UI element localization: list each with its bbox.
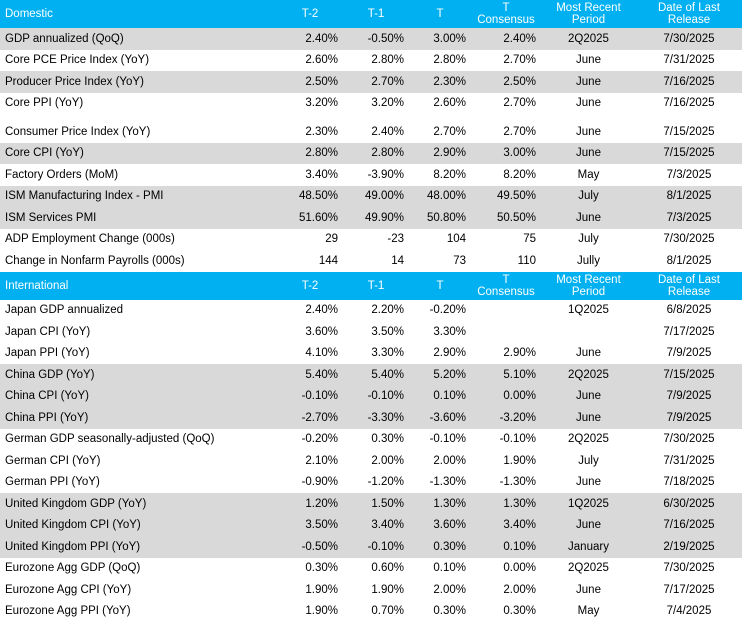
value-consensus: 0.00%: [471, 558, 541, 580]
indicator-label: Eurozone Agg CPI (YoY): [0, 579, 277, 601]
date-of-last-release: 7/15/2025: [636, 143, 742, 165]
value-consensus: 50.50%: [471, 207, 541, 229]
spacer-row: [0, 114, 742, 121]
table-row: [0, 601, 742, 622]
value-t: 2.30%: [409, 71, 471, 93]
value-t2: 2.50%: [277, 71, 343, 93]
value-consensus: 8.20%: [471, 164, 541, 186]
date-of-last-release: 7/9/2025: [636, 343, 742, 365]
value-t1: 2.80%: [343, 50, 409, 72]
value-consensus: 3.00%: [471, 143, 541, 165]
table-row: [0, 493, 742, 515]
table-row: [0, 93, 742, 115]
most-recent-period: 2Q2025: [541, 28, 636, 50]
value-t: 2.80%: [409, 50, 471, 72]
value-consensus: 2.00%: [471, 579, 541, 601]
table-row: [0, 164, 742, 186]
value-t1: -0.10%: [343, 386, 409, 408]
value-t2: -0.50%: [277, 536, 343, 558]
column-header-date-of-last-release-line: Date of Last: [641, 274, 737, 286]
value-t1: -1.20%: [343, 472, 409, 494]
indicator-label: Japan PPI (YoY): [0, 343, 277, 365]
table-row: [0, 472, 742, 494]
value-t: 73: [409, 250, 471, 272]
value-t2: 3.50%: [277, 515, 343, 537]
column-header-consensus-line: Consensus: [476, 286, 536, 298]
value-t: 3.00%: [409, 28, 471, 50]
value-t2: 2.80%: [277, 143, 343, 165]
value-t: 0.10%: [409, 386, 471, 408]
column-header-most-recent-period-line: Most Recent: [546, 274, 631, 286]
value-t1: 2.20%: [343, 300, 409, 322]
most-recent-period: June: [541, 386, 636, 408]
value-consensus: 0.10%: [471, 536, 541, 558]
indicator-label: Japan CPI (YoY): [0, 321, 277, 343]
indicator-label: United Kingdom CPI (YoY): [0, 515, 277, 537]
most-recent-period: July: [541, 186, 636, 208]
most-recent-period: July: [541, 450, 636, 472]
column-header-t2: T-2: [277, 0, 343, 28]
table-row: [0, 71, 742, 93]
value-consensus: -3.20%: [471, 407, 541, 429]
date-of-last-release: 7/31/2025: [636, 50, 742, 72]
value-t: 50.80%: [409, 207, 471, 229]
table-row: [0, 143, 742, 165]
value-t1: 1.50%: [343, 493, 409, 515]
indicator-label: ISM Services PMI: [0, 207, 277, 229]
column-header-most-recent-period-line: Most Recent: [546, 2, 631, 14]
value-t: -0.20%: [409, 300, 471, 322]
value-t: 104: [409, 229, 471, 251]
value-t2: 0.30%: [277, 558, 343, 580]
table-row: [0, 121, 742, 143]
value-t1: 2.00%: [343, 450, 409, 472]
value-t: 0.10%: [409, 558, 471, 580]
most-recent-period: June: [541, 407, 636, 429]
column-header-consensus: [471, 0, 541, 28]
most-recent-period: June: [541, 343, 636, 365]
date-of-last-release: 7/4/2025: [636, 601, 742, 622]
date-of-last-release: 7/31/2025: [636, 450, 742, 472]
table-row: [0, 364, 742, 386]
column-header-consensus-line: T: [476, 2, 536, 14]
date-of-last-release: 7/15/2025: [636, 364, 742, 386]
indicator-label: Eurozone Agg GDP (QoQ): [0, 558, 277, 580]
most-recent-period: June: [541, 143, 636, 165]
date-of-last-release: 7/15/2025: [636, 121, 742, 143]
most-recent-period: June: [541, 121, 636, 143]
indicator-label: Core CPI (YoY): [0, 143, 277, 165]
value-t2: -0.20%: [277, 429, 343, 451]
most-recent-period: 2Q2025: [541, 558, 636, 580]
table-row: [0, 450, 742, 472]
value-t1: 49.00%: [343, 186, 409, 208]
table-row: [0, 429, 742, 451]
most-recent-period: 2Q2025: [541, 429, 636, 451]
value-t2: 3.60%: [277, 321, 343, 343]
column-header-t: T: [409, 0, 471, 28]
most-recent-period: June: [541, 515, 636, 537]
column-header-t2: T-2: [277, 272, 343, 300]
table-row: [0, 186, 742, 208]
value-t: 3.60%: [409, 515, 471, 537]
value-t1: 49.90%: [343, 207, 409, 229]
value-t2: 3.20%: [277, 93, 343, 115]
value-t1: -0.50%: [343, 28, 409, 50]
indicator-label: German CPI (YoY): [0, 450, 277, 472]
value-t2: 1.90%: [277, 579, 343, 601]
most-recent-period: May: [541, 164, 636, 186]
indicator-label: Eurozone Agg PPI (YoY): [0, 601, 277, 622]
column-header-consensus: [471, 272, 541, 300]
column-header-consensus-line: Consensus: [476, 14, 536, 26]
date-of-last-release: 7/9/2025: [636, 386, 742, 408]
value-consensus: 5.10%: [471, 364, 541, 386]
value-t: 3.30%: [409, 321, 471, 343]
value-consensus: 2.70%: [471, 121, 541, 143]
value-t: -3.60%: [409, 407, 471, 429]
column-header-most-recent-period: [541, 0, 636, 28]
table-row: [0, 558, 742, 580]
value-t2: 51.60%: [277, 207, 343, 229]
column-header-date-of-last-release: [636, 0, 742, 28]
date-of-last-release: 6/30/2025: [636, 493, 742, 515]
value-t: 2.70%: [409, 121, 471, 143]
value-consensus: 2.90%: [471, 343, 541, 365]
indicator-label: Producer Price Index (YoY): [0, 71, 277, 93]
value-t: 8.20%: [409, 164, 471, 186]
value-t2: 2.40%: [277, 28, 343, 50]
value-t: 5.20%: [409, 364, 471, 386]
date-of-last-release: 8/1/2025: [636, 186, 742, 208]
column-header-most-recent-period: [541, 272, 636, 300]
table-row: [0, 407, 742, 429]
value-consensus: 2.40%: [471, 28, 541, 50]
value-t: 2.00%: [409, 450, 471, 472]
date-of-last-release: 7/3/2025: [636, 207, 742, 229]
value-t1: -3.30%: [343, 407, 409, 429]
value-t2: 3.40%: [277, 164, 343, 186]
value-t2: -0.90%: [277, 472, 343, 494]
table-row: [0, 50, 742, 72]
date-of-last-release: 2/19/2025: [636, 536, 742, 558]
value-t: -1.30%: [409, 472, 471, 494]
column-header-most-recent-period-line: Period: [546, 14, 631, 26]
most-recent-period: June: [541, 207, 636, 229]
table-row: [0, 386, 742, 408]
section-title: Domestic: [0, 0, 277, 28]
value-consensus: 2.50%: [471, 71, 541, 93]
table-row: [0, 300, 742, 322]
date-of-last-release: 7/30/2025: [636, 28, 742, 50]
value-t: 0.30%: [409, 536, 471, 558]
table-row: [0, 536, 742, 558]
value-t1: -3.90%: [343, 164, 409, 186]
section-header-row: [0, 0, 742, 28]
section-header-row: [0, 272, 742, 300]
table-row: [0, 28, 742, 50]
column-header-date-of-last-release-line: Date of Last: [641, 2, 737, 14]
indicator-label: Japan GDP annualized: [0, 300, 277, 322]
value-t2: 2.30%: [277, 121, 343, 143]
date-of-last-release: 7/9/2025: [636, 407, 742, 429]
value-t: 0.30%: [409, 601, 471, 622]
most-recent-period: June: [541, 472, 636, 494]
indicator-label: China PPI (YoY): [0, 407, 277, 429]
value-t1: 0.70%: [343, 601, 409, 622]
value-consensus: [471, 321, 541, 343]
value-t2: 2.40%: [277, 300, 343, 322]
table-row: [0, 579, 742, 601]
date-of-last-release: 7/16/2025: [636, 93, 742, 115]
column-header-t: T: [409, 272, 471, 300]
value-consensus: 2.70%: [471, 93, 541, 115]
column-header-t1: T-1: [343, 272, 409, 300]
most-recent-period: January: [541, 536, 636, 558]
value-t1: 3.20%: [343, 93, 409, 115]
value-t2: -2.70%: [277, 407, 343, 429]
value-t1: 3.50%: [343, 321, 409, 343]
most-recent-period: 1Q2025: [541, 493, 636, 515]
value-consensus: 0.00%: [471, 386, 541, 408]
value-consensus: 110: [471, 250, 541, 272]
most-recent-period: June: [541, 50, 636, 72]
value-t: 2.90%: [409, 143, 471, 165]
indicator-label: German GDP seasonally-adjusted (QoQ): [0, 429, 277, 451]
most-recent-period: July: [541, 229, 636, 251]
most-recent-period: [541, 321, 636, 343]
indicator-label: GDP annualized (QoQ): [0, 28, 277, 50]
section-title: International: [0, 272, 277, 300]
spacer-cell: [0, 114, 742, 121]
value-consensus: -0.10%: [471, 429, 541, 451]
indicator-label: Core PPI (YoY): [0, 93, 277, 115]
value-consensus: 75: [471, 229, 541, 251]
date-of-last-release: 7/16/2025: [636, 71, 742, 93]
value-consensus: 49.50%: [471, 186, 541, 208]
column-header-most-recent-period-line: Period: [546, 286, 631, 298]
value-t2: 144: [277, 250, 343, 272]
most-recent-period: June: [541, 71, 636, 93]
date-of-last-release: 7/17/2025: [636, 321, 742, 343]
value-t2: 2.10%: [277, 450, 343, 472]
value-t: 48.00%: [409, 186, 471, 208]
table-row: [0, 229, 742, 251]
indicator-label: ADP Employment Change (000s): [0, 229, 277, 251]
date-of-last-release: 7/17/2025: [636, 579, 742, 601]
value-t: -0.10%: [409, 429, 471, 451]
value-t2: 1.90%: [277, 601, 343, 622]
value-t1: -0.10%: [343, 536, 409, 558]
value-t: 2.60%: [409, 93, 471, 115]
most-recent-period: June: [541, 93, 636, 115]
table-row: [0, 321, 742, 343]
value-consensus: 1.90%: [471, 450, 541, 472]
most-recent-period: 1Q2025: [541, 300, 636, 322]
value-t1: 5.40%: [343, 364, 409, 386]
value-t1: 14: [343, 250, 409, 272]
date-of-last-release: 7/30/2025: [636, 429, 742, 451]
value-consensus: 3.40%: [471, 515, 541, 537]
indicator-label: Core PCE Price Index (YoY): [0, 50, 277, 72]
value-t2: 2.60%: [277, 50, 343, 72]
value-t1: 0.30%: [343, 429, 409, 451]
date-of-last-release: 6/8/2025: [636, 300, 742, 322]
value-t: 2.00%: [409, 579, 471, 601]
date-of-last-release: 7/30/2025: [636, 229, 742, 251]
indicator-label: ISM Manufacturing Index - PMI: [0, 186, 277, 208]
column-header-t1: T-1: [343, 0, 409, 28]
table-row: [0, 250, 742, 272]
indicator-label: Change in Nonfarm Payrolls (000s): [0, 250, 277, 272]
value-consensus: [471, 300, 541, 322]
value-t: 1.30%: [409, 493, 471, 515]
value-t1: -23: [343, 229, 409, 251]
value-t2: 4.10%: [277, 343, 343, 365]
value-t2: 1.20%: [277, 493, 343, 515]
date-of-last-release: 7/18/2025: [636, 472, 742, 494]
date-of-last-release: 8/1/2025: [636, 250, 742, 272]
most-recent-period: 2Q2025: [541, 364, 636, 386]
value-t2: 48.50%: [277, 186, 343, 208]
date-of-last-release: 7/16/2025: [636, 515, 742, 537]
value-t1: 2.80%: [343, 143, 409, 165]
column-header-date-of-last-release-line: Release: [641, 286, 737, 298]
indicator-label: China GDP (YoY): [0, 364, 277, 386]
indicator-label: Consumer Price Index (YoY): [0, 121, 277, 143]
column-header-date-of-last-release-line: Release: [641, 14, 737, 26]
date-of-last-release: 7/30/2025: [636, 558, 742, 580]
indicator-label: Factory Orders (MoM): [0, 164, 277, 186]
value-t1: 2.40%: [343, 121, 409, 143]
value-t: 2.90%: [409, 343, 471, 365]
value-t2: 5.40%: [277, 364, 343, 386]
value-t1: 3.40%: [343, 515, 409, 537]
value-t1: 1.90%: [343, 579, 409, 601]
value-t2: -0.10%: [277, 386, 343, 408]
column-header-consensus-line: T: [476, 274, 536, 286]
value-consensus: 1.30%: [471, 493, 541, 515]
table-row: [0, 515, 742, 537]
value-t2: 29: [277, 229, 343, 251]
date-of-last-release: 7/3/2025: [636, 164, 742, 186]
table-row: [0, 343, 742, 365]
value-consensus: 2.70%: [471, 50, 541, 72]
column-header-date-of-last-release: [636, 272, 742, 300]
table-row: [0, 207, 742, 229]
value-t1: 3.30%: [343, 343, 409, 365]
indicator-label: German PPI (YoY): [0, 472, 277, 494]
value-consensus: -1.30%: [471, 472, 541, 494]
value-t1: 0.60%: [343, 558, 409, 580]
indicator-label: United Kingdom GDP (YoY): [0, 493, 277, 515]
value-consensus: 0.30%: [471, 601, 541, 622]
indicator-label: United Kingdom PPI (YoY): [0, 536, 277, 558]
indicator-label: China CPI (YoY): [0, 386, 277, 408]
most-recent-period: Jully: [541, 250, 636, 272]
value-t1: 2.70%: [343, 71, 409, 93]
most-recent-period: June: [541, 579, 636, 601]
most-recent-period: May: [541, 601, 636, 622]
